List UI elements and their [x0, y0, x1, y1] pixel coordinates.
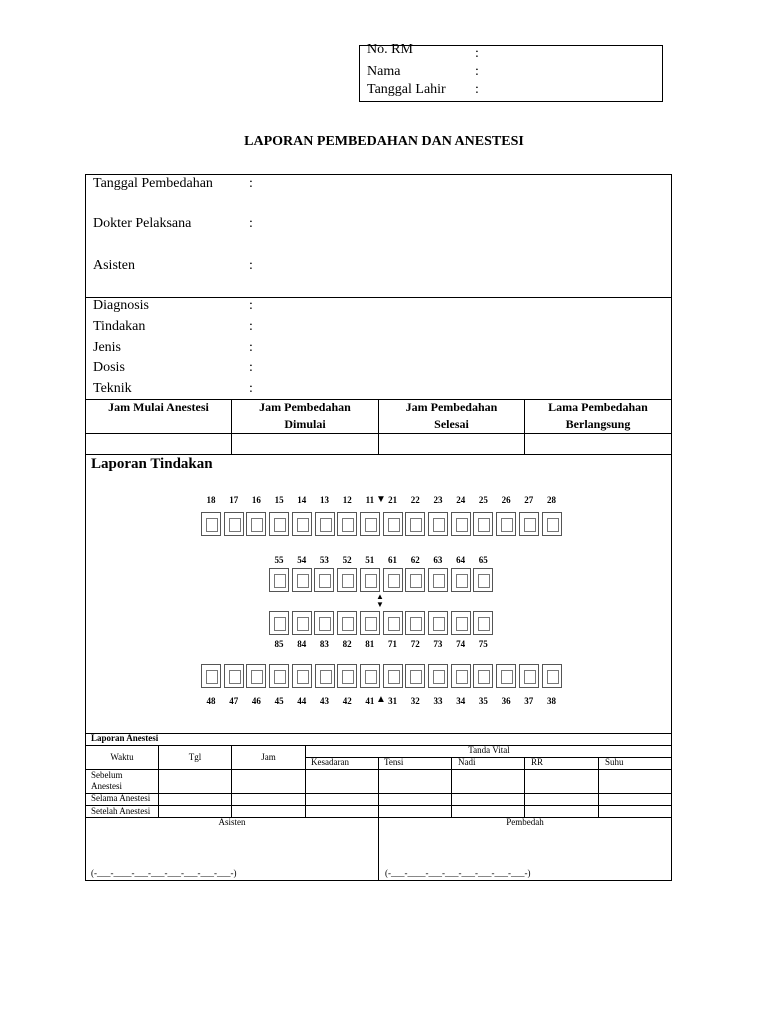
pembedah-signature-line: (-___-____-___-___-___-___-___-___-) [385, 868, 531, 878]
tooth-number: 23 [433, 495, 443, 505]
tooth-box[interactable] [405, 512, 425, 536]
nama-label: Nama [367, 64, 401, 79]
tooth-box[interactable] [451, 611, 471, 635]
tanggal-pembedahan-colon: : [249, 176, 253, 191]
tooth-box[interactable] [337, 611, 357, 635]
dosis-label: Dosis [93, 360, 125, 375]
nama-colon: : [475, 64, 479, 79]
tooth-box[interactable] [315, 664, 335, 688]
tooth-box[interactable] [224, 664, 244, 688]
tooth-number: 51 [365, 555, 375, 565]
tgl-header: Tgl [188, 752, 202, 762]
pembedah-signature-label: Pembedah [506, 817, 544, 827]
jenis-colon: : [249, 340, 253, 355]
diagnosis-label: Diagnosis [93, 298, 149, 313]
tooth-number: 36 [501, 696, 511, 706]
diagnosis-colon: : [249, 298, 253, 313]
tooth-number: 32 [410, 696, 420, 706]
tooth-number: 61 [388, 555, 397, 565]
tooth-number: 25 [478, 495, 488, 505]
tooth-number: 64 [456, 555, 466, 565]
tooth-number: 38 [547, 696, 556, 706]
laporan-tindakan-heading: Laporan Tindakan [91, 456, 213, 472]
jam-pembedahan-dimulai-header-2: Dimulai [284, 417, 326, 431]
tooth-box[interactable] [246, 664, 266, 688]
sebelum-anestesi-label-1: Sebelum [91, 770, 123, 780]
tooth-box[interactable] [360, 568, 380, 592]
tooth-box[interactable] [496, 512, 516, 536]
tooth-box[interactable] [542, 512, 562, 536]
tooth-box[interactable] [428, 568, 448, 592]
tooth-box[interactable] [473, 664, 493, 688]
setelah-anestesi-label: Setelah Anestesi [91, 806, 151, 816]
tooth-number: 26 [501, 495, 511, 505]
tooth-number: 65 [478, 555, 488, 565]
tooth-box[interactable] [360, 611, 380, 635]
tooth-box[interactable] [428, 512, 448, 536]
tooth-box[interactable] [269, 664, 289, 688]
tindakan-label: Tindakan [93, 319, 146, 334]
tooth-box[interactable] [383, 611, 403, 635]
rr-header: RR [531, 757, 544, 767]
tooth-number: 84 [297, 639, 307, 649]
tooth-number: 11 [365, 495, 375, 505]
tooth-number: 13 [320, 495, 329, 505]
waktu-header: Waktu [110, 752, 134, 762]
teknik-colon: : [249, 381, 253, 396]
tooth-number: 73 [433, 639, 443, 649]
tensi-header: Tensi [384, 757, 404, 767]
no-rm-label: No. RM [367, 42, 413, 57]
tooth-box[interactable] [428, 664, 448, 688]
tooth-box[interactable] [496, 664, 516, 688]
tooth-number: 47 [229, 696, 239, 706]
tooth-box[interactable] [383, 664, 403, 688]
kesadaran-header: Kesadaran [311, 757, 349, 767]
tooth-number: 37 [524, 696, 534, 706]
tooth-number: 81 [365, 639, 375, 649]
selama-anestesi-label: Selama Anestesi [91, 793, 151, 803]
jam-header: Jam [261, 752, 276, 762]
tanggal-lahir-label: Tanggal Lahir [367, 82, 446, 97]
tooth-box[interactable] [269, 568, 289, 592]
asisten-signature-line: (-___-____-___-___-___-___-___-___-) [91, 868, 237, 878]
jam-pembedahan-selesai-header-1: Jam Pembedahan [405, 400, 498, 414]
tooth-box[interactable] [201, 664, 221, 688]
asisten-colon: : [249, 258, 253, 273]
tooth-box[interactable] [473, 568, 493, 592]
tooth-number: 43 [320, 696, 329, 706]
tooth-box[interactable] [314, 611, 334, 635]
tooth-box[interactable] [360, 664, 380, 688]
tooth-box[interactable] [292, 664, 312, 688]
tooth-number: 83 [319, 639, 329, 649]
sebelum-anestesi-label-2: Anestesi [91, 781, 122, 791]
midline-arrow-up-icon-lower: ▲ [376, 694, 386, 705]
asisten-label: Asisten [93, 258, 135, 273]
no-rm-colon: : [475, 46, 479, 61]
tooth-number: 75 [478, 639, 488, 649]
tooth-number: 85 [274, 639, 284, 649]
tooth-box[interactable] [473, 611, 493, 635]
tooth-number: 44 [297, 696, 307, 706]
tooth-number: 42 [342, 696, 352, 706]
suhu-header: Suhu [605, 757, 624, 767]
tooth-number: 55 [274, 555, 284, 565]
tooth-number: 15 [274, 495, 284, 505]
dosis-colon: : [249, 360, 253, 375]
tooth-box[interactable] [269, 512, 289, 536]
tooth-number: 14 [297, 495, 307, 505]
page-title: LAPORAN PEMBEDAHAN DAN ANESTESI [244, 134, 524, 149]
tooth-box[interactable] [360, 512, 380, 536]
midline-arrow-up-icon: ▲ ▼ [376, 592, 384, 609]
tooth-box[interactable] [292, 568, 312, 592]
tooth-number: 24 [456, 495, 466, 505]
tooth-number: 72 [410, 639, 420, 649]
tooth-number: 45 [274, 696, 284, 706]
tindakan-colon: : [249, 319, 253, 334]
jam-pembedahan-selesai-header-2: Selesai [434, 417, 469, 431]
tooth-number: 62 [410, 555, 420, 565]
tooth-box[interactable] [383, 512, 403, 536]
jenis-label: Jenis [93, 340, 121, 355]
tooth-box[interactable] [269, 611, 289, 635]
tooth-box[interactable] [451, 568, 471, 592]
teknik-label: Teknik [93, 381, 132, 396]
tooth-box[interactable] [315, 512, 335, 536]
tooth-number: 28 [547, 495, 556, 505]
tooth-box[interactable] [405, 568, 425, 592]
jam-mulai-anestesi-header: Jam Mulai Anestesi [108, 400, 209, 414]
tooth-number: 16 [251, 495, 261, 505]
tooth-number: 18 [206, 495, 216, 505]
tanda-vital-header: Tanda Vital [468, 745, 510, 755]
tooth-number: 41 [365, 696, 375, 706]
tooth-box[interactable] [519, 664, 539, 688]
tooth-box[interactable] [519, 512, 539, 536]
laporan-anestesi-heading: Laporan Anestesi [91, 733, 159, 743]
tooth-number: 82 [342, 639, 352, 649]
tooth-box[interactable] [314, 568, 334, 592]
tooth-number: 34 [456, 696, 466, 706]
dokter-pelaksana-colon: : [249, 216, 253, 231]
tooth-box[interactable] [542, 664, 562, 688]
tooth-box[interactable] [473, 512, 493, 536]
tooth-number: 63 [433, 555, 443, 565]
tooth-box[interactable] [428, 611, 448, 635]
tooth-box[interactable] [292, 611, 312, 635]
tooth-number: 52 [342, 555, 352, 565]
tooth-number: 22 [410, 495, 420, 505]
tooth-number: 71 [388, 639, 397, 649]
asisten-signature-label: Asisten [218, 817, 246, 827]
tooth-number: 35 [478, 696, 488, 706]
tooth-box[interactable] [246, 512, 266, 536]
lama-pembedahan-header-2: Berlangsung [565, 417, 631, 431]
patient-id-box [359, 42, 663, 102]
lama-pembedahan-header-1: Lama Pembedahan [548, 400, 648, 414]
dokter-pelaksana-label: Dokter Pelaksana [93, 216, 192, 231]
tooth-box[interactable] [337, 568, 357, 592]
tanggal-pembedahan-label: Tanggal Pembedahan [93, 176, 213, 191]
tooth-number: 31 [388, 696, 398, 706]
tooth-number: 54 [297, 555, 307, 565]
tooth-box[interactable] [201, 512, 221, 536]
tanggal-lahir-colon: : [475, 82, 479, 97]
tooth-box[interactable] [451, 512, 471, 536]
tooth-box[interactable] [405, 611, 425, 635]
tooth-number: 21 [388, 495, 398, 505]
midline-arrow-down-icon: ▼ [376, 494, 386, 505]
tooth-box[interactable] [292, 512, 312, 536]
tooth-number: 48 [206, 696, 216, 706]
tooth-number: 12 [342, 495, 352, 505]
tooth-box[interactable] [224, 512, 244, 536]
nadi-header: Nadi [458, 757, 476, 767]
tooth-number: 74 [456, 639, 466, 649]
tooth-box[interactable] [405, 664, 425, 688]
tooth-number: 53 [319, 555, 329, 565]
tooth-number: 46 [251, 696, 261, 706]
tooth-number: 33 [433, 696, 443, 706]
tooth-box[interactable] [337, 664, 357, 688]
tooth-number: 27 [524, 495, 534, 505]
tooth-box[interactable] [451, 664, 471, 688]
tooth-box[interactable] [383, 568, 403, 592]
tooth-number: 17 [229, 495, 239, 505]
jam-pembedahan-dimulai-header-1: Jam Pembedahan [259, 400, 351, 414]
tooth-box[interactable] [337, 512, 357, 536]
